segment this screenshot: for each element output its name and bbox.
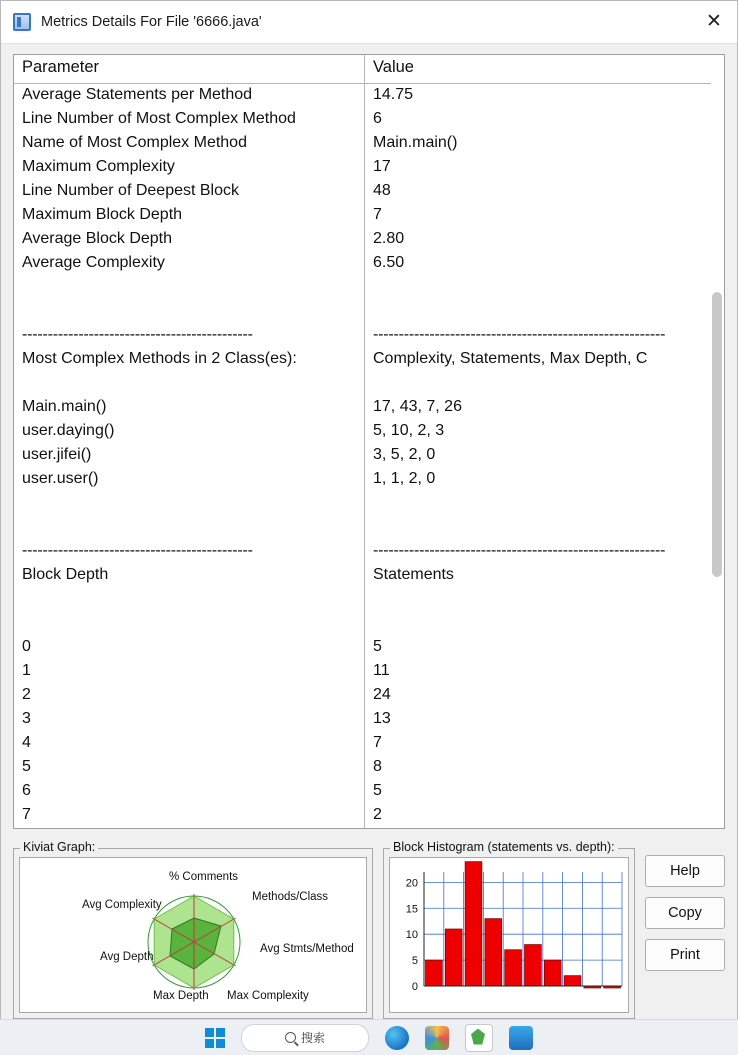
histogram-bar: [505, 950, 522, 986]
start-button[interactable]: [205, 1028, 225, 1048]
kiviat-graph-panel: [13, 840, 373, 1019]
table-cell-value: 13: [373, 710, 391, 727]
print-button[interactable]: Print: [645, 939, 725, 971]
table-rows: [14, 84, 724, 828]
kiviat-label-methods-class: Methods/Class: [252, 891, 329, 903]
table-cell-parameter: Line Number of Most Complex Method: [22, 110, 296, 127]
table-row[interactable]: [14, 204, 724, 228]
table-row[interactable]: [14, 492, 724, 516]
table-row[interactable]: [14, 708, 724, 732]
table-cell-value: Complexity, Statements, Max Depth, C: [373, 350, 648, 367]
table-cell-value: 7: [373, 206, 382, 223]
table-cell-parameter: 7: [22, 806, 31, 823]
table-cell-parameter: ---------------------------------------------: [22, 326, 253, 343]
kiviat-canvas: [19, 857, 367, 1013]
action-buttons: [645, 839, 725, 1019]
table-cell-parameter: user.jifei(): [22, 446, 92, 463]
table-cell-parameter: user.daying(): [22, 422, 115, 439]
table-cell-value: 6.50: [373, 254, 405, 271]
table-row[interactable]: [14, 84, 724, 108]
table-cell-parameter: 5: [22, 758, 31, 775]
windows-taskbar: [0, 1019, 738, 1055]
table-row[interactable]: [14, 540, 724, 564]
table-cell-value: 17, 43, 7, 26: [373, 398, 462, 415]
table-cell-parameter: Average Statements per Method: [22, 86, 253, 103]
table-row[interactable]: [14, 780, 724, 804]
kiviat-label-max-depth: Max Depth: [153, 990, 209, 1002]
histogram-bar: [525, 945, 542, 986]
histogram-legend: Block Histogram (statements vs. depth):: [390, 840, 618, 854]
table-cell-value: 2: [373, 806, 382, 823]
app-blue-icon[interactable]: [509, 1026, 533, 1050]
kiviat-label-avg-depth: Avg Depth: [100, 951, 154, 963]
table-row[interactable]: [14, 156, 724, 180]
table-cell-value: 1, 1, 2, 0: [373, 470, 436, 487]
microsoft-store-icon[interactable]: [425, 1026, 449, 1050]
table-cell-value: 11: [373, 662, 390, 679]
histogram-y-tick: 15: [405, 903, 418, 916]
table-cell-parameter: Maximum Block Depth: [22, 206, 183, 223]
table-cell-parameter: 4: [22, 734, 31, 751]
histogram-y-tick: 0: [411, 981, 418, 993]
table-cell-parameter: 6: [22, 782, 31, 799]
table-row[interactable]: [14, 756, 724, 780]
table-cell-parameter: ---------------------------------------------: [22, 542, 253, 559]
table-cell-parameter: Average Complexity: [22, 254, 165, 271]
histogram-bar: [564, 976, 581, 986]
table-cell-value: Statements: [373, 566, 454, 583]
table-row[interactable]: [14, 612, 724, 636]
table-cell-value: Main.main(): [373, 134, 458, 151]
kiviat-legend: Kiviat Graph:: [20, 840, 98, 854]
histogram-bar: [426, 960, 443, 986]
search-placeholder-text: 搜索: [300, 1031, 325, 1045]
help-button[interactable]: Help: [645, 855, 725, 887]
table-row[interactable]: [14, 684, 724, 708]
window-title: Metrics Details For File '6666.java': [41, 14, 262, 30]
table-cell-value: ---------------------------------------------------------: [373, 326, 666, 343]
table-cell-parameter: 1: [22, 662, 31, 679]
table-cell-value: 7: [373, 734, 382, 751]
table-cell-parameter: Line Number of Deepest Block: [22, 182, 239, 199]
app-green-icon[interactable]: [465, 1024, 493, 1052]
table-cell-value: 3, 5, 2, 0: [373, 446, 436, 463]
windows-logo-icon: [205, 1028, 225, 1048]
histogram-y-tick: 5: [411, 955, 418, 968]
table-cell-value: 5: [373, 638, 382, 655]
table-row[interactable]: [14, 468, 724, 492]
table-cell-parameter: Most Complex Methods in 2 Class(es):: [22, 350, 297, 367]
table-cell-parameter: user.user(): [22, 470, 99, 487]
table-cell-parameter: Main.main(): [22, 398, 107, 415]
table-row[interactable]: [14, 132, 724, 156]
table-cell-parameter: Name of Most Complex Method: [22, 134, 247, 151]
table-header-value: Value: [373, 58, 414, 76]
table-cell-value: 48: [373, 182, 391, 199]
histogram-chart-svg: [390, 858, 629, 1008]
table-row[interactable]: [14, 252, 724, 276]
table-row[interactable]: [14, 516, 724, 540]
table-row[interactable]: [14, 276, 724, 300]
table-cell-value: 5, 10, 2, 3: [373, 422, 445, 439]
table-row[interactable]: [14, 396, 724, 420]
table-row[interactable]: [14, 444, 724, 468]
window-titlebar: [1, 1, 737, 44]
close-icon[interactable]: ✕: [706, 11, 722, 32]
copy-button[interactable]: Copy: [645, 897, 725, 929]
table-cell-value: 5: [373, 782, 382, 799]
table-row[interactable]: [14, 588, 724, 612]
table-header-parameter: Parameter: [22, 58, 100, 76]
histogram-bar: [544, 960, 561, 986]
table-row[interactable]: [14, 324, 724, 348]
table-cell-value: 14.75: [373, 86, 414, 103]
app-window-icon: [13, 13, 31, 31]
histogram-y-tick: 10: [405, 929, 418, 942]
table-cell-value: 2.80: [373, 230, 405, 247]
table-cell-value: 6: [373, 110, 382, 127]
histogram-bar: [465, 862, 482, 986]
table-row[interactable]: [14, 564, 724, 588]
kiviat-label-max-complexity: Max Complexity: [227, 990, 309, 1002]
table-cell-value: 17: [373, 158, 391, 175]
kiviat-chart-svg: [20, 858, 367, 1008]
table-cell-parameter: Block Depth: [22, 566, 109, 583]
table-scrollbar-thumb[interactable]: [712, 292, 722, 577]
metrics-table: [13, 54, 725, 829]
table-cell-parameter: 0: [22, 638, 31, 655]
table-header-row: [14, 55, 724, 84]
table-cell-value: 8: [373, 758, 382, 775]
block-histogram-panel: [383, 840, 635, 1019]
histogram-canvas: [389, 857, 629, 1013]
table-row[interactable]: [14, 660, 724, 684]
kiviat-label-comments: % Comments: [169, 871, 239, 883]
table-cell-parameter: Maximum Complexity: [22, 158, 175, 175]
bottom-panels: [13, 839, 725, 1019]
table-cell-value: ---------------------------------------------------------: [373, 542, 666, 559]
kiviat-label-avg-stmts: Avg Stmts/Method: [260, 943, 354, 955]
table-row[interactable]: [14, 108, 724, 132]
table-scrollbar[interactable]: [711, 55, 724, 828]
histogram-bar: [445, 929, 462, 986]
table-cell-parameter: 3: [22, 710, 31, 727]
search-icon: [285, 1032, 296, 1043]
kiviat-label-avg-complexity: Avg Complexity: [82, 899, 162, 911]
table-row[interactable]: [14, 300, 724, 324]
table-row[interactable]: [14, 372, 724, 396]
histogram-y-tick: 20: [405, 877, 418, 890]
table-row[interactable]: [14, 180, 724, 204]
table-cell-parameter: Average Block Depth: [22, 230, 173, 247]
table-row[interactable]: [14, 804, 724, 828]
table-cell-parameter: 2: [22, 686, 31, 703]
table-cell-value: 24: [373, 686, 391, 703]
table-row[interactable]: [14, 732, 724, 756]
edge-browser-icon[interactable]: [385, 1026, 409, 1050]
window-body: [1, 44, 737, 1019]
table-row[interactable]: [14, 420, 724, 444]
histogram-bar: [485, 919, 502, 986]
table-row[interactable]: [14, 348, 724, 372]
table-row[interactable]: [14, 636, 724, 660]
taskbar-search-box[interactable]: [241, 1024, 369, 1052]
table-row[interactable]: [14, 228, 724, 252]
